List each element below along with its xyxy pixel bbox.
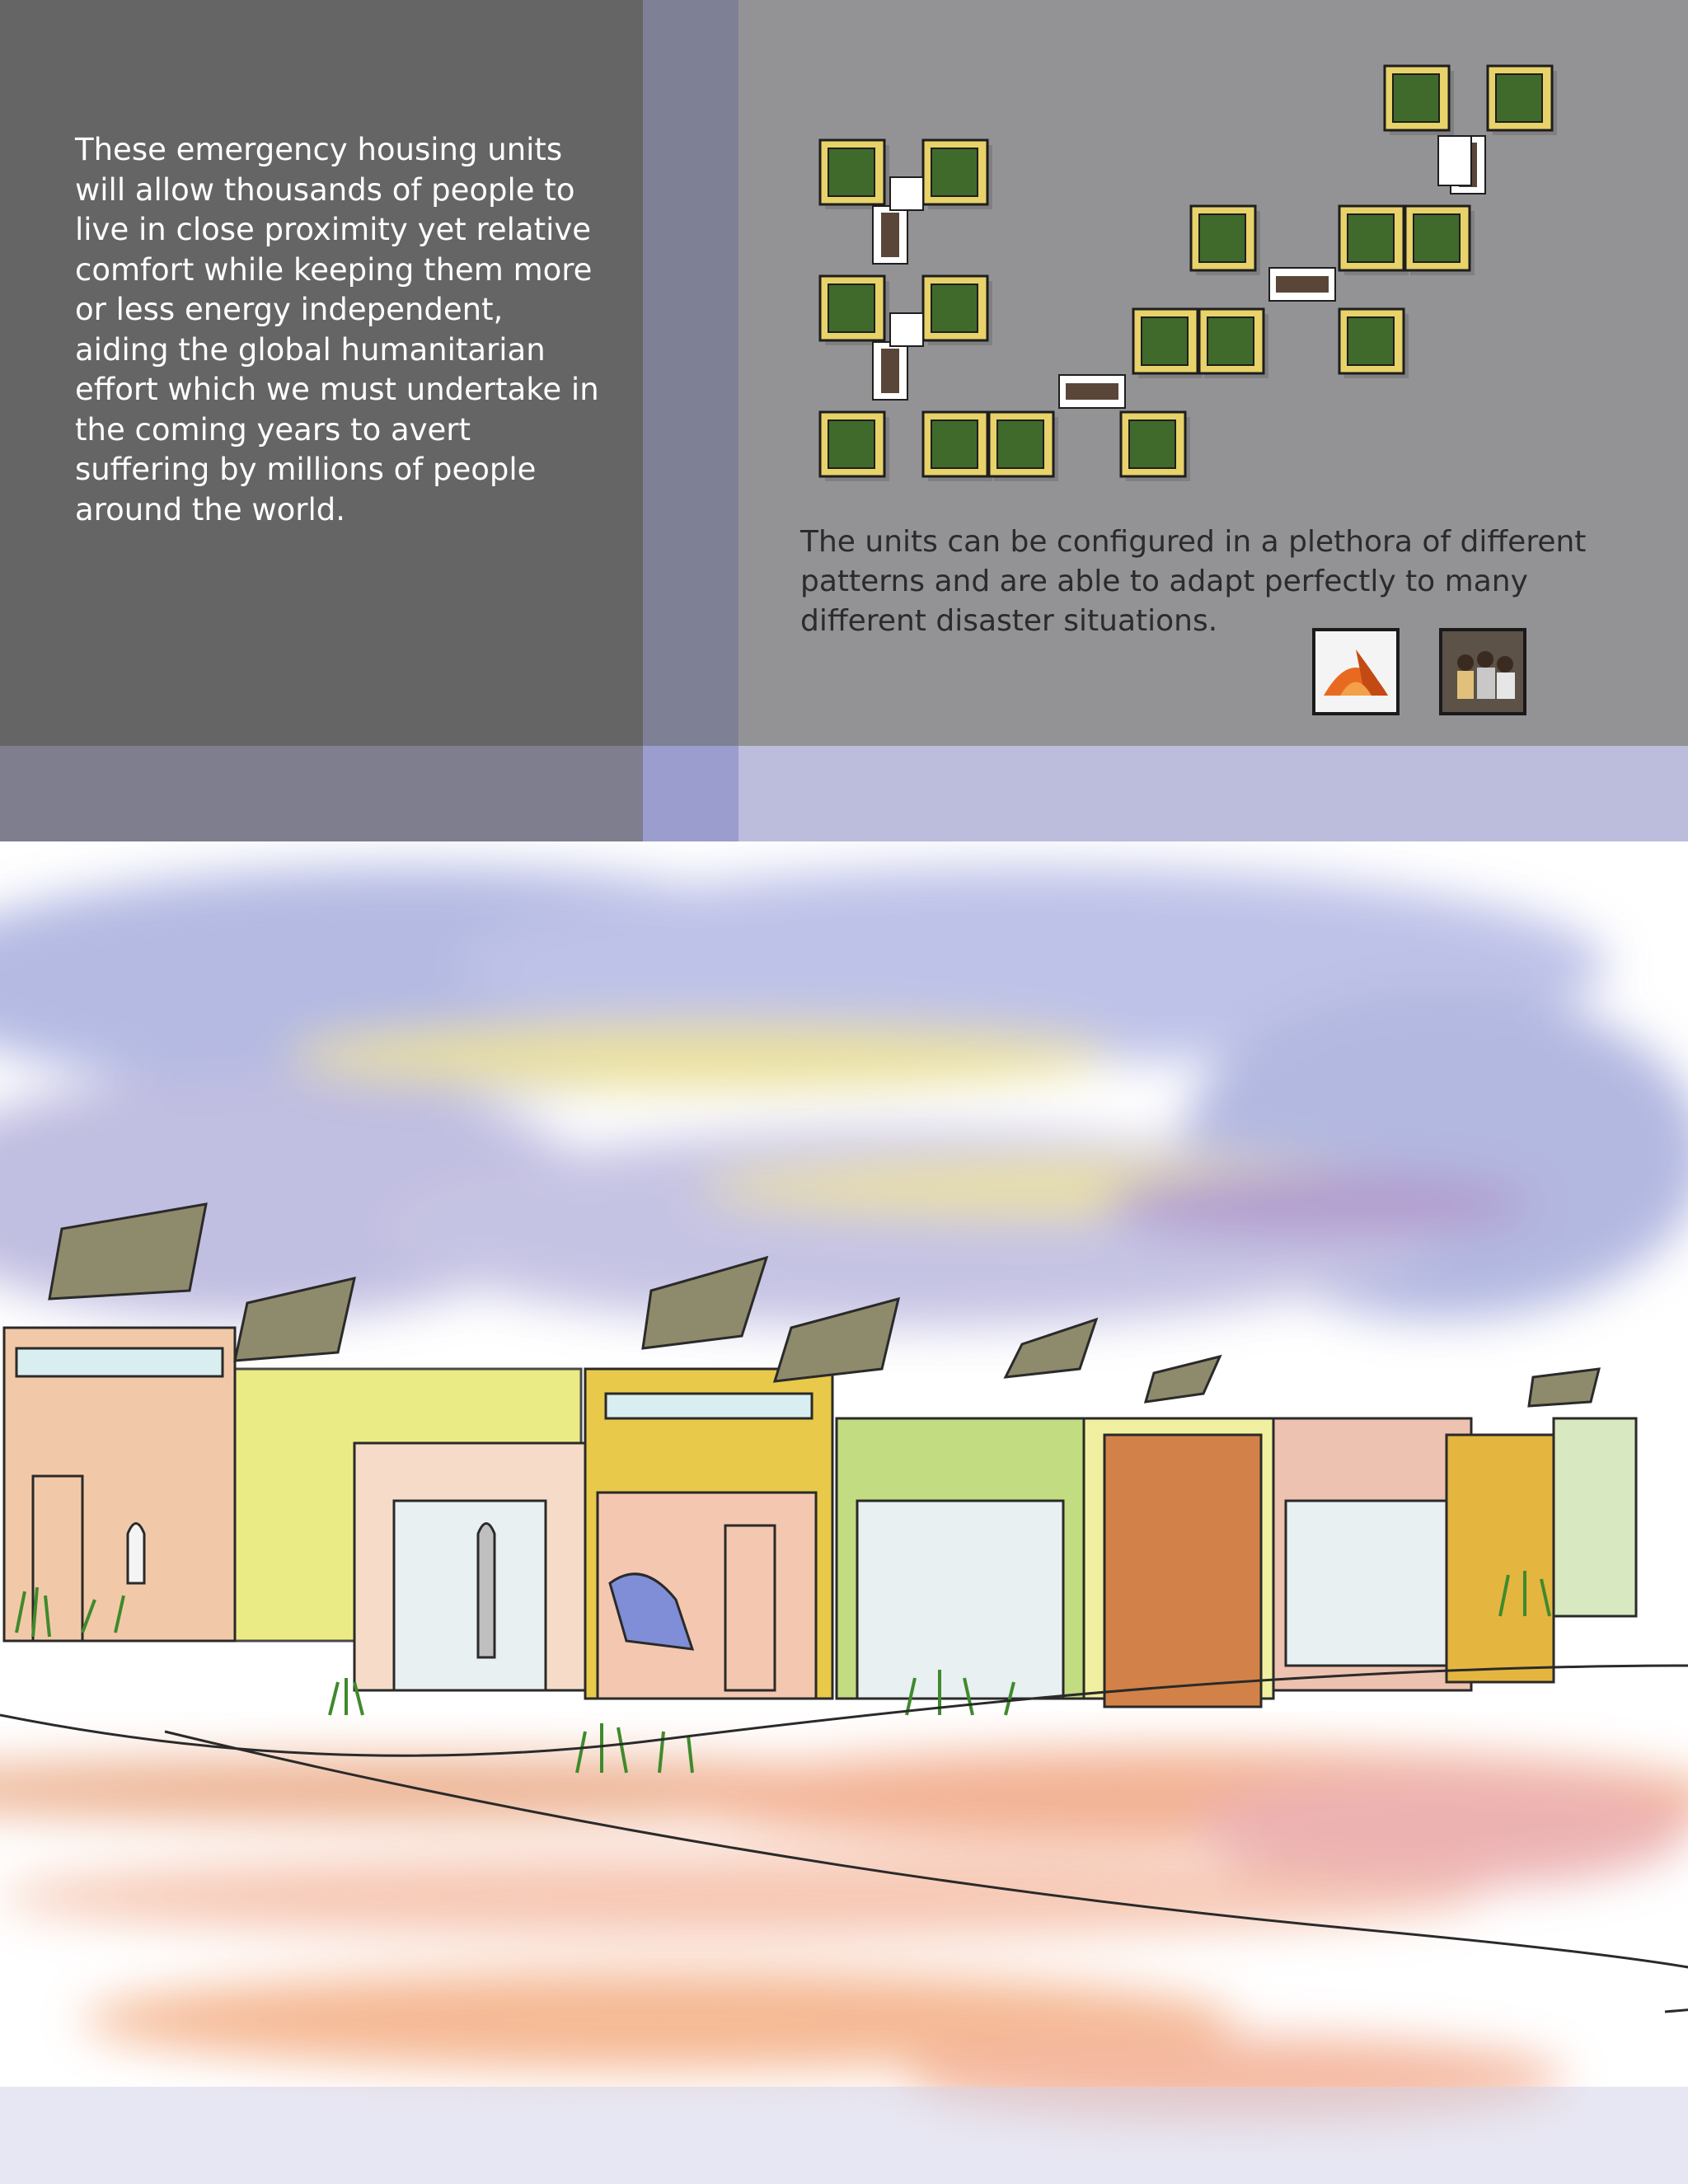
settlement-sketch-illustration <box>0 841 1688 2184</box>
units-caption: The units can be configured in a plethora of different patterns and are able to adapt perfectly to many different disaster situations. <box>800 525 1587 638</box>
tent-icon <box>1315 631 1396 712</box>
band-left <box>0 746 643 841</box>
bottom-band <box>0 2087 1688 2184</box>
middle-stripe <box>643 0 738 746</box>
tent-thumbnail <box>1312 628 1400 715</box>
people-photo-icon <box>1442 631 1523 712</box>
band-right <box>738 746 1688 841</box>
band-middle <box>643 746 738 841</box>
intro-paragraph: These emergency housing units will allow thousands of people to live in close proximity yet relative comfort while keeping them more or less energy independent, aiding the global humanitarian effort which we must undertake in the coming years to avert suffering by millions of people around the world. <box>75 132 599 527</box>
people-thumbnail <box>1439 628 1526 715</box>
housing-configuration-diagram <box>812 58 1587 503</box>
